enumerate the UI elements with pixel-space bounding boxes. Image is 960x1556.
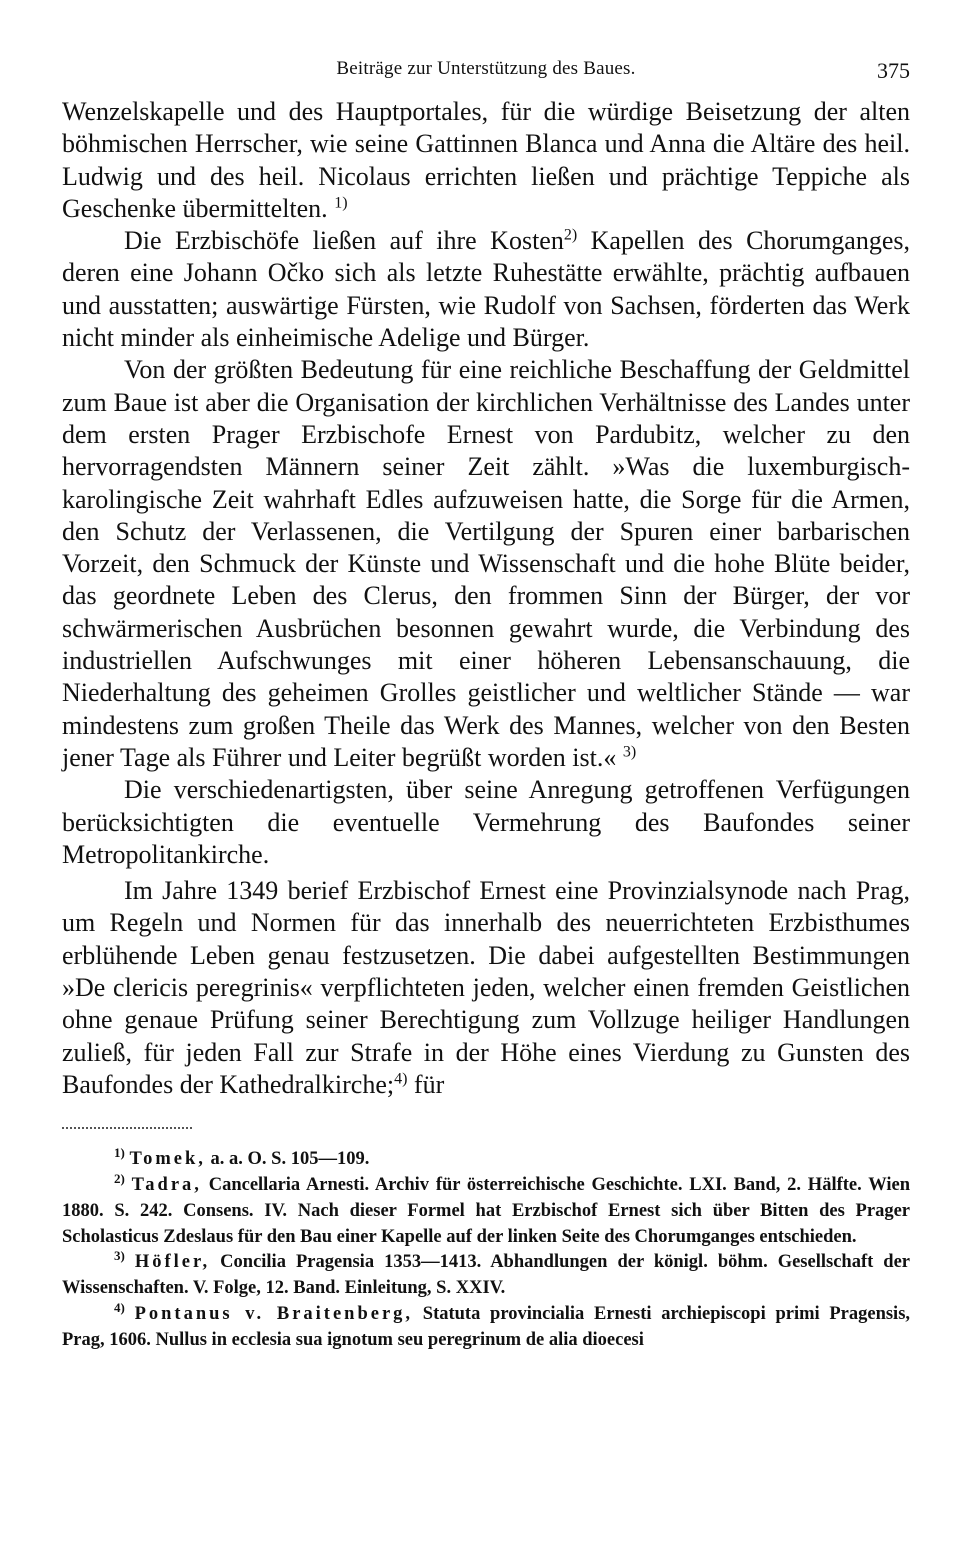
footnote-author: Tadra,: [131, 1175, 202, 1195]
footnote-1: [62, 1147, 910, 1173]
footnote-divider: [62, 1127, 192, 1129]
footnote-text: a. a. O. S. 105—109.: [210, 1149, 370, 1170]
footnote-4: [62, 1299, 911, 1354]
footnotes: [62, 1147, 910, 1353]
paragraph-text: Die verschiedenartigsten, über seine Anregung getroffenen Verfügungen berücksichtigten die eventuelle Vermehrung des Baufondes seiner Metropolitankirche.: [62, 775, 910, 869]
running-header: [62, 58, 910, 96]
footnote-3: [62, 1250, 910, 1302]
paragraph-2: [62, 225, 910, 354]
running-title: Beiträge zur Unterstützung des Baues.: [336, 58, 636, 79]
paragraph-text: Im Jahre 1349 berief Erzbischof Ernest eine Provinzialsynode nach Prag, um Regeln und Normen für das innerhalb des neuerrichteten Erzbisthumes erblühende Leben genau festzusetzen. Die dabei aufgestellten Bestimmungen »De clericis peregrinis« verpflichteten jeden, welcher einen fremden Geistlichen ohne genaue Prüfung seiner Berechtigung zum Vollzuge heiliger Handlungen zuließ, für jeden Fall zur Strafe in der Höhe eines Vierdung zu Gunsten des Baufondes der Kathedralkirche;: [62, 876, 910, 1099]
paragraph-5: [62, 875, 910, 1101]
footnote-number: 2): [114, 1170, 125, 1186]
paragraph-1: [62, 96, 910, 225]
footnote-number: 4): [114, 1299, 125, 1315]
paragraph-text: Kapellen des Chorumganges, deren eine Johann Očko sich als letzte Ruhestätte erwählte, prächtig aufbauen und ausstatten; auswärtige Fürsten, wie Rudolf von Sachsen, förderten das Werk nicht minder als einheimische Adelige und Bürger.: [62, 226, 910, 353]
body-text: [62, 96, 910, 1101]
paragraph-text: Die Erzbischöfe ließen auf ihre Kosten: [124, 226, 564, 256]
footnote-ref-4: 4): [394, 1070, 408, 1088]
paragraph-3: [62, 354, 910, 774]
footnote-number: 1): [114, 1145, 125, 1161]
footnote-text: Statuta provincialia Ernesti archiepiscopi primi Pragensis, Prag, 1606. Nullus in ecclesia sua ignotum seu peregrinum de alia dioecesi: [62, 1303, 911, 1350]
paragraph-text: Wenzelskapelle und des Hauptportales, für die würdige Beisetzung der alten böhmischen Herrscher, wie seine Gattinnen Blanca und Anna die Altäre des heil. Ludwig und des heil. Nicolaus errichten ließen und prächtige Teppiche als Geschenke übermittelten.: [62, 97, 910, 223]
footnote-ref-3: 3): [622, 743, 637, 761]
paragraph-4: [62, 774, 910, 871]
footnote-text: Cancellaria Arnesti. Archiv für österreichische Geschichte. LXI. Band, 2. Hälfte. Wien 1880. S. 242. Consens. IV. Nach dieser Formel hat Erzbischof Ernest sich über Bitten des Prager Scholasticus Zdeslaus für den Bau einer Kapelle auf der linken Seite des Chorumganges entschieden.: [62, 1175, 911, 1247]
document-page: [62, 58, 910, 1354]
footnote-author: Höfler,: [134, 1252, 211, 1273]
paragraph-text: Von der größten Bedeutung für eine reichliche Beschaffung der Geldmittel zum Baue ist aber die Organisation der kirchlichen Verhältnisse des Landes unter dem ersten Prager Erzbischofe Ernest von Pardubitz, welcher zu den hervorragendsten Männern seiner Zeit zählt. »Was die luxemburgisch-karolingische Zeit wahrhaft Edles aufzuweisen hatte, die Sorge für die Armen, den Schutz der Verlassenen, die Vertilgung der Spuren einer barbarischen Vorzeit, den Schmuck der Künste und Wissenschaft und die hohe Blüte beider, das geordnete Leben des Clerus, den frommen Sinn der Bürger, der vor schwärmerischen Ausbrüchen besonnen gewahrt wurde, die Verbindung des industriellen Aufschwunges mit einer höheren Lebensanschauung, die Niederhaltung des geheimen Grolles geistlicher und weltlicher Stände — war mindestens zum großen Theile das Werk des Mannes, welcher von den Besten jener Tage als Führer und Leiter begrüßt worden ist.«: [62, 355, 910, 772]
page-number: 375: [877, 58, 910, 83]
footnote-2: [62, 1170, 911, 1250]
footnote-author: Tomek,: [129, 1149, 206, 1170]
footnote-ref-1: 1): [334, 194, 348, 212]
footnote-text: Concilia Pragensia 1353—1413. Abhandlungen der königl. böhm. Gesellschaft der Wissenschaften. V. Folge, 12. Band. Einleitung, S. XXIV.: [62, 1252, 910, 1299]
footnote-number: 3): [114, 1248, 125, 1264]
footnote-author: Pontanus v. Braitenberg,: [134, 1303, 414, 1324]
paragraph-text: für: [413, 1069, 445, 1099]
footnote-ref-2: 2): [563, 226, 578, 244]
